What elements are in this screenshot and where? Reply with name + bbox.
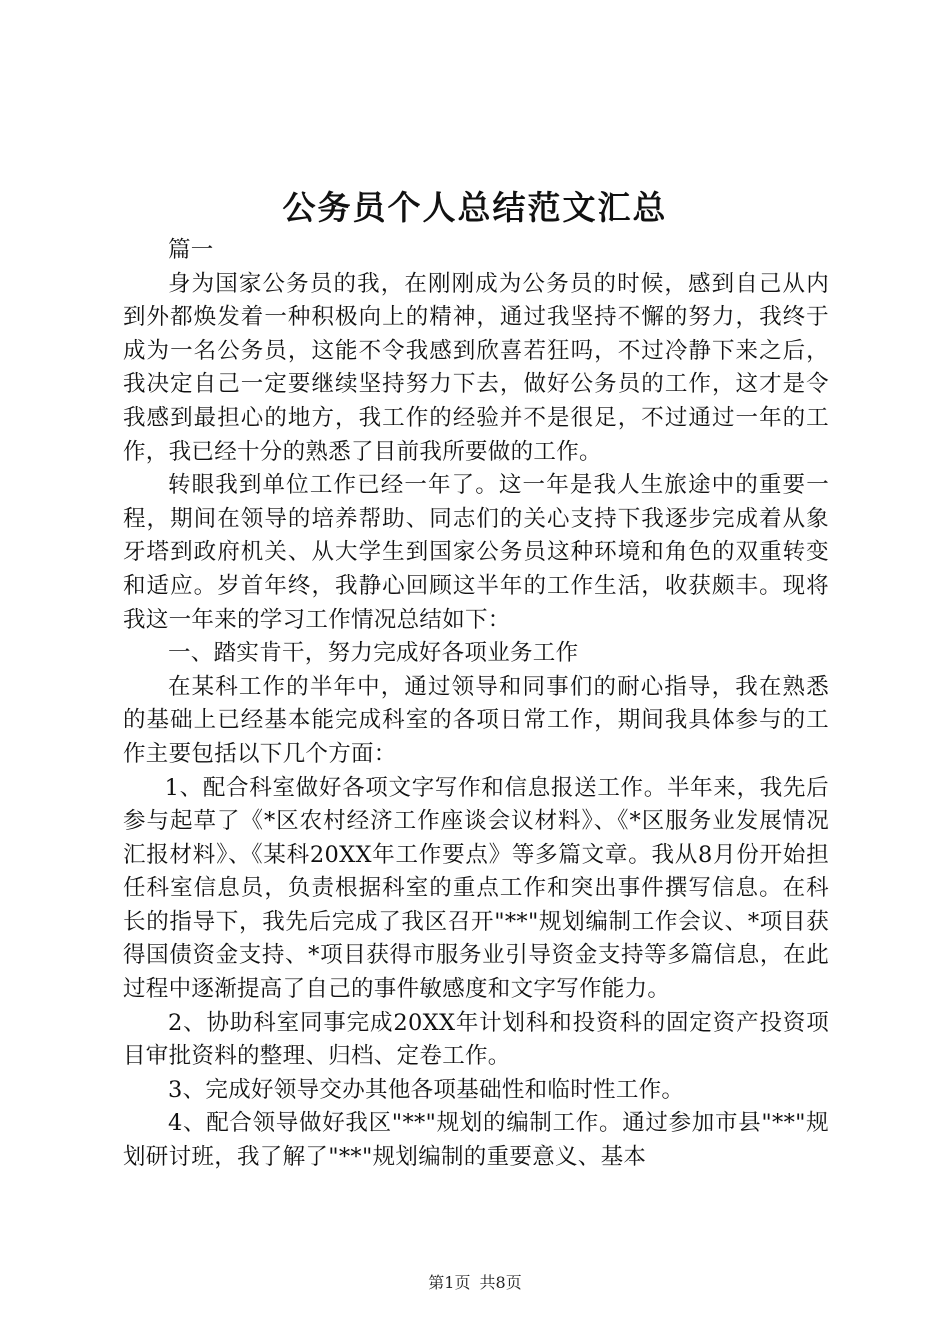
paragraph: 身为国家公务员的我，在刚刚成为公务员的时候，感到自己从内到外都焕发着一种积极向上的精神，通过我坚持不懈的努力，我终于成为一名公务员，这能不令我感到欣喜若狂吗，不过冷静下来之后，我决定自己一定要继续坚持努力下去，做好公务员的工作，这才是令我感到最担心的地方，我工作的经验并不是很足，不过通过一年的工作，我已经十分的熟悉了目前我所要做的工作。 [123,270,829,465]
paragraph: 在某科工作的半年中，通过领导和同事们的耐心指导，我在熟悉的基础上已经基本能完成科室的各项日常工作，期间我具体参与的工作主要包括以下几个方面： [123,673,829,767]
list-item: 4、配合领导做好我区"**"规划的编制工作。通过参加市县"**"规划研讨班，我了解了"**"规划编制的重要意义、基本 [123,1110,829,1171]
list-item: 1、配合科室做好各项文字写作和信息报送工作。半年来，我先后参与起草了《*区农村经济工作座谈会议材料》、《*区服务业发展情况汇报材料》、《某科20XX年工作要点》等多篇文章。我从8月份开始担任科室信息员，负责根据科室的重点工作和突出事件撰写信息。在科长的指导下，我先后完成了我区召开"**"规划编制工作会议、*项目获得国债资金支持、*项目获得市服务业引导资金支持等多篇信息，在此过程中逐渐提高了自己的事件敏感度和文字写作能力。 [123,774,829,1003]
page-total: 共8页 [479,1273,522,1292]
document-title: 公务员个人总结范文汇总 [282,188,668,227]
page-number: 第1页 [428,1273,471,1292]
page-footer [0,1272,950,1294]
section-label: 篇一 [168,237,214,263]
list-item: 3、完成好领导交办其他各项基础性和临时性工作。 [168,1076,685,1103]
paragraph: 转眼我到单位工作已经一年了。这一年是我人生旅途中的重要一程，期间在领导的培养帮助、同志们的关心支持下我逐步完成着从象牙塔到政府机关、从大学生到国家公务员这种环境和角色的双重转变和适应。岁首年终，我静心回顾这半年的工作生活，收获颇丰。现将我这一年来的学习工作情况总结如下： [123,472,829,633]
document-body [123,234,829,1175]
section-heading: 一、踏实肯干，努力完成好各项业务工作 [168,640,579,667]
list-item: 2、协助科室同事完成20XX年计划科和投资科的固定资产投资项目审批资料的整理、归档、定卷工作。 [123,1009,829,1070]
